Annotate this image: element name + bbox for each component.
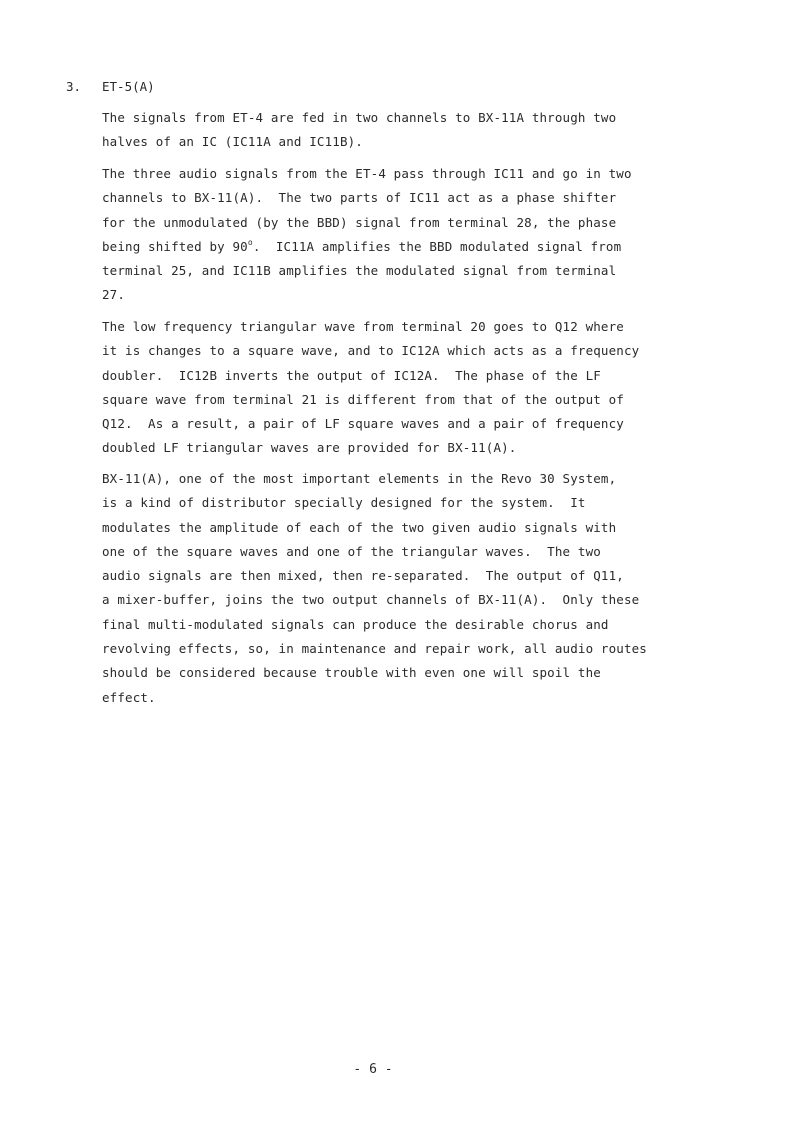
paragraph-line: should be considered because trouble with even one will spoil the (102, 665, 601, 681)
paragraph-1 (102, 106, 682, 155)
paragraph-line: Q12. As a result, a pair of LF square waves and a pair of frequency (102, 416, 624, 432)
paragraph-line: modulates the amplitude of each of the two given audio signals with (102, 519, 617, 535)
paragraph-line: The three audio signals from the ET-4 pass through IC11 and go in two (102, 166, 632, 181)
paragraph-2 (102, 162, 682, 308)
paragraph-line: revolving effects, so, in maintenance and repair work, all audio routes (102, 641, 647, 657)
paragraph-line: a mixer-buffer, joins the two output channels of BX-11(A). Only these (102, 592, 640, 608)
paragraph-line: halves of an IC (IC11A and IC11B). (102, 134, 363, 150)
line-text-rest: . IC11A amplifies the BBD modulated signal from (252, 238, 622, 254)
paragraph-4 (102, 467, 682, 710)
line-text: being shifted by 90 (102, 238, 248, 254)
paragraph-line: 27. (102, 287, 126, 303)
paragraph-3 (102, 315, 682, 461)
paragraph-line: The low frequency triangular wave from terminal 20 goes to Q12 where (102, 319, 624, 334)
paragraph-line: doubler. IC12B inverts the output of IC12A. The phase of the LF (102, 367, 601, 383)
section-title: ET-5(A) (102, 79, 155, 94)
degree-superscript: o (247, 237, 253, 247)
paragraph-line: is a kind of distributor specially designed for the system. It (102, 495, 586, 511)
paragraph-line: audio signals are then mixed, then re-separated. The output of Q11, (102, 568, 624, 584)
paragraph-line: it is changes to a square wave, and to IC12A which acts as a frequency (102, 343, 640, 359)
paragraph-line: channels to BX-11(A). The two parts of IC11 act as a phase shifter (102, 190, 617, 206)
paragraph-line: for the unmodulated (by the BBD) signal from terminal 28, the phase (102, 214, 617, 230)
paragraph-line: doubled LF triangular waves are provided for BX-11(A). (102, 440, 517, 456)
paragraph-line: BX-11(A), one of the most important elements in the Revo 30 System, (102, 471, 617, 486)
page-number: - 6 - (353, 1062, 393, 1077)
paragraph-line: final multi-modulated signals can produce the desirable chorus and (102, 616, 609, 632)
section-number: 3. (66, 79, 82, 94)
paragraph-line: one of the square waves and one of the triangular waves. The two (102, 543, 601, 559)
paragraph-line: terminal 25, and IC11B amplifies the modulated signal from terminal (102, 263, 617, 279)
paragraph-line: The signals from ET-4 are fed in two channels to BX-11A through two (102, 110, 617, 125)
paragraph-line: square wave from terminal 21 is different from that of the output of (102, 391, 624, 407)
paragraph-line: effect. (102, 689, 156, 705)
paragraph-line-with-degree (102, 235, 682, 259)
